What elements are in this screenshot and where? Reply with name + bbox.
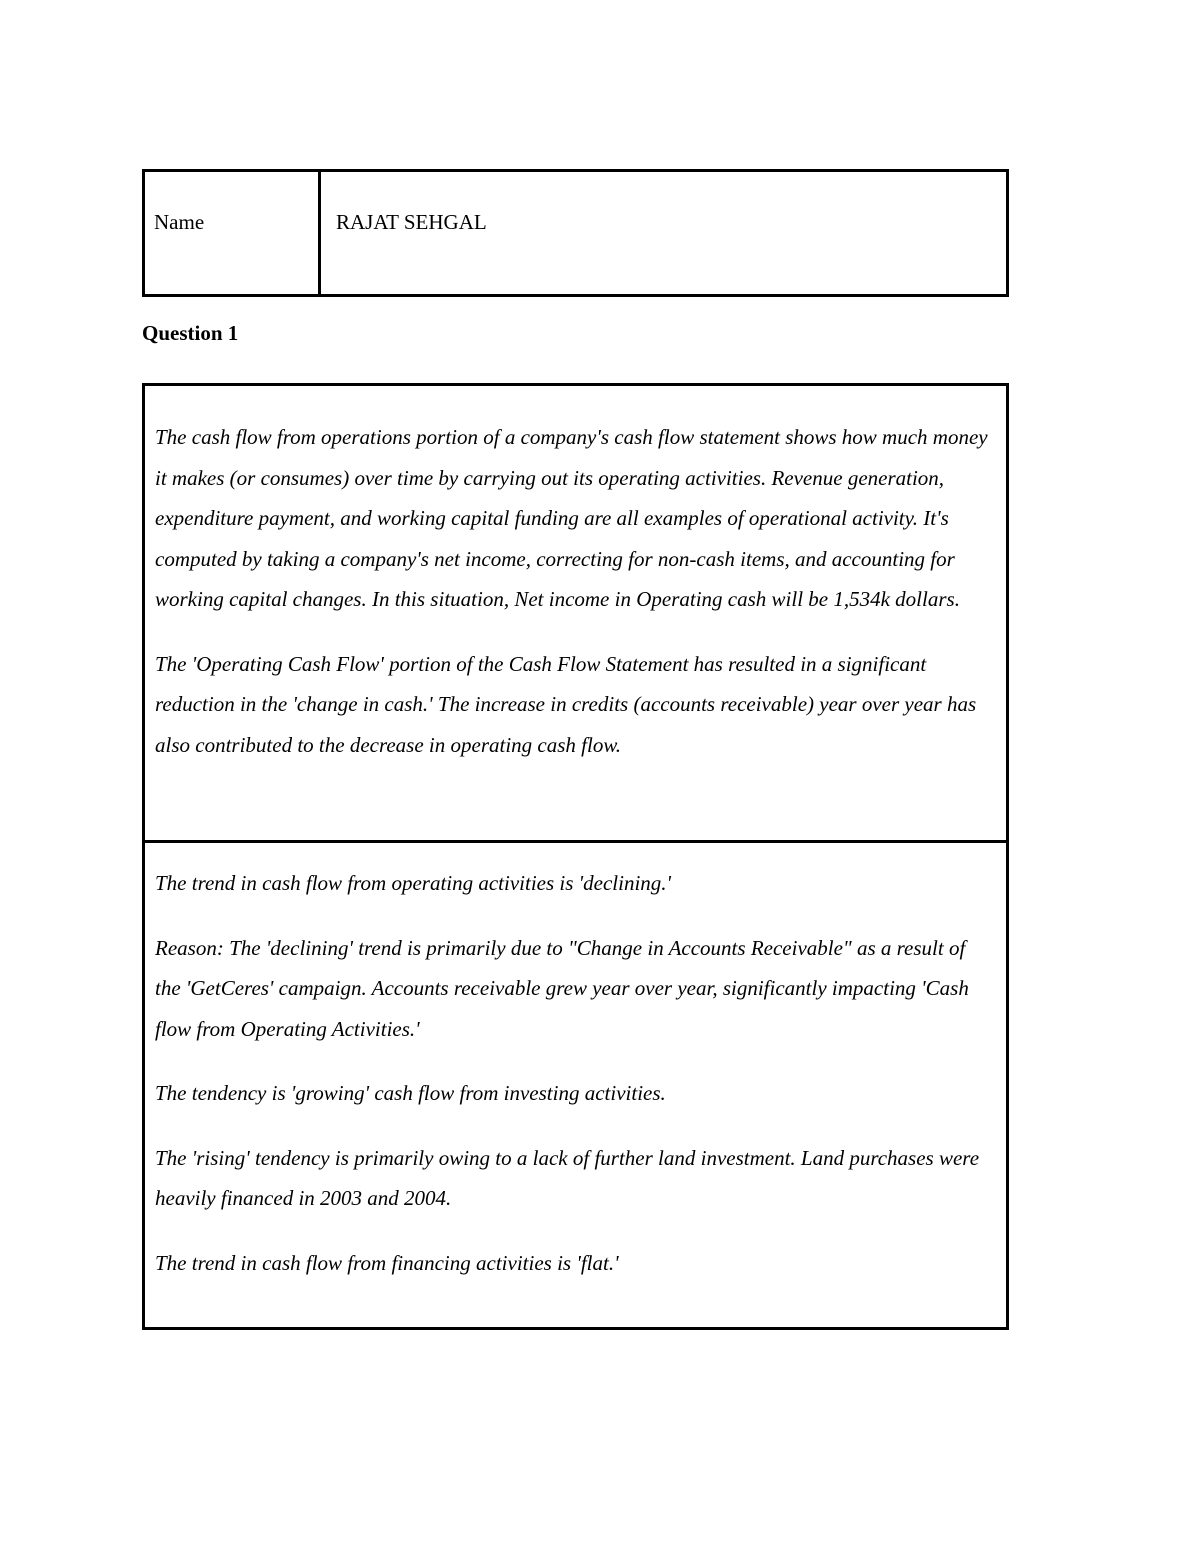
answer-cell-trends [145, 843, 1006, 1327]
answer-paragraph: The tendency is 'growing' cash flow from investing activities. [155, 1081, 666, 1105]
answer-paragraph: The trend in cash flow from operating activities is 'declining.' [155, 871, 672, 895]
name-value: RAJAT SEHGAL [336, 210, 487, 234]
answer-cell-operations [145, 386, 1006, 843]
question-heading: Question 1 [142, 321, 239, 345]
answer-paragraph: The 'rising' tendency is primarily owing to a lack of further land investment. Land purchases were heavily financed in 2003 and 2004. [155, 1145, 980, 1210]
name-label: Name [145, 172, 321, 294]
answer-table [142, 383, 1009, 1330]
answer-paragraph: The cash flow from operations portion of a company's cash flow statement shows how much money it makes (or consumes) over time by carrying out its operating activities. Revenue generation, expenditure payment, and working capital funding are all examples of operational activity. It's computed by taking a company's net income, correcting for non-cash items, and accounting for working capital changes. In this situation, Net income in Operating cash will be 1,534k dollars. [155, 425, 988, 611]
name-table [142, 169, 1009, 297]
answer-paragraph: The trend in cash flow from financing activities is 'flat.' [155, 1250, 619, 1275]
answer-paragraph: The 'Operating Cash Flow' portion of the Cash Flow Statement has resulted in a significant reduction in the 'change in cash.' The increase in credits (accounts receivable) year over year has also contributed to the decrease in operating cash flow. [155, 651, 977, 757]
answer-paragraph: Reason: The 'declining' trend is primarily due to "Change in Accounts Receivable" as a result of the 'GetCeres' campaign. Accounts receivable grew year over year, significantly impacting 'Cash flow from Operating Activities.' [155, 935, 969, 1041]
